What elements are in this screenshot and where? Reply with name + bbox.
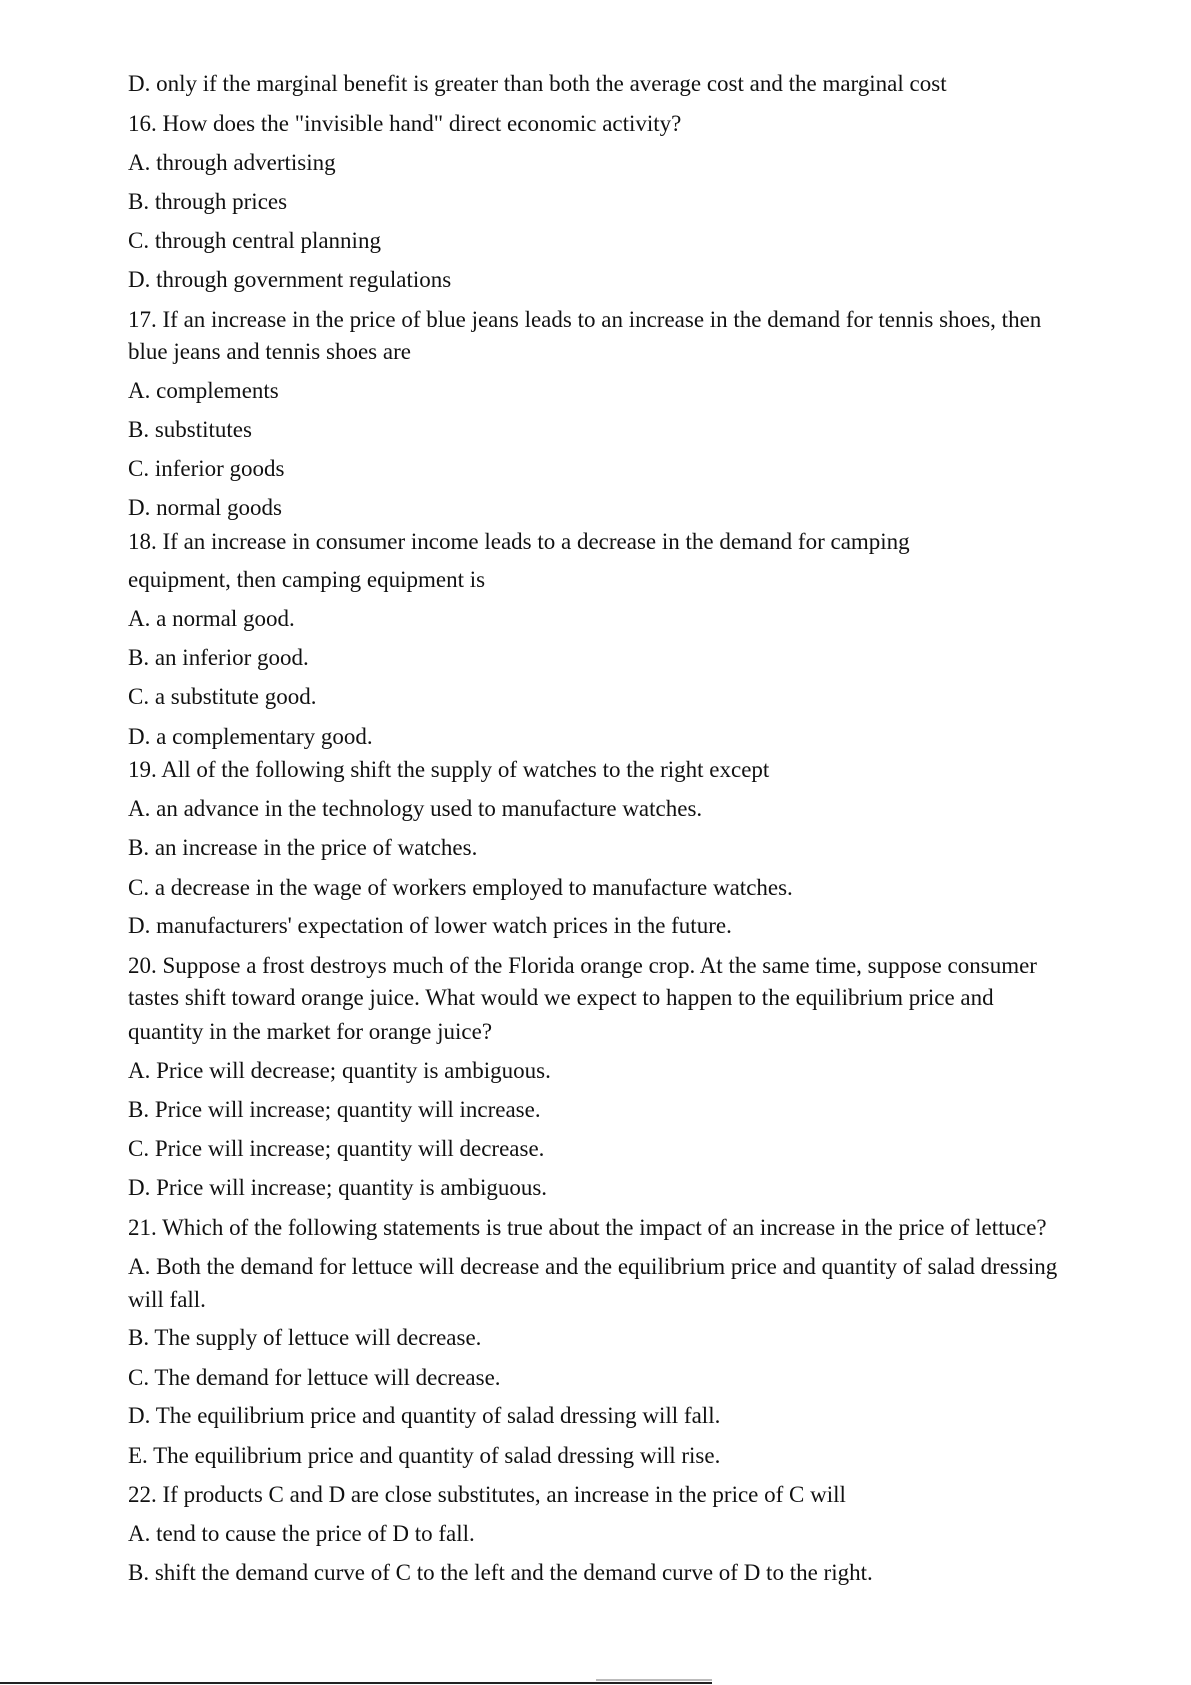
option-line: D. normal goods [128, 495, 282, 520]
option-line: E. The equilibrium price and quantity of salad dressing will rise. [128, 1443, 721, 1468]
option-line: C. a substitute good. [128, 684, 317, 709]
option-line: D. a complementary good. [128, 724, 373, 749]
text-line: D. only if the marginal benefit is greater than both the average cost and the marginal cost [128, 71, 947, 96]
option-line: C. inferior goods [128, 456, 285, 481]
option-line: B. substitutes [128, 417, 252, 442]
option-line: A. an advance in the technology used to manufacture watches. [128, 796, 703, 821]
option-line: A. Both the demand for lettuce will decrease and the equilibrium price and quantity of salad dressing [128, 1254, 1058, 1279]
question-20-cont: tastes shift toward orange juice. What would we expect to happen to the equilibrium price and [128, 985, 994, 1010]
question-20-cont: quantity in the market for orange juice? [128, 1019, 493, 1044]
question-19: 19. All of the following shift the supply of watches to the right except [128, 757, 770, 782]
question-16: 16. How does the "invisible hand" direct economic activity? [128, 111, 682, 136]
option-line: D. The equilibrium price and quantity of salad dressing will fall. [128, 1403, 721, 1428]
option-line: C. Price will increase; quantity will decrease. [128, 1136, 545, 1161]
option-line: B. through prices [128, 189, 288, 214]
option-line: B. an inferior good. [128, 645, 309, 670]
question-17-cont: blue jeans and tennis shoes are [128, 339, 411, 364]
option-line: B. an increase in the price of watches. [128, 835, 478, 860]
footer-rule [0, 1682, 712, 1684]
option-line-cont: will fall. [128, 1287, 206, 1312]
option-line: A. tend to cause the price of D to fall. [128, 1521, 475, 1546]
option-line: C. a decrease in the wage of workers employed to manufacture watches. [128, 875, 793, 900]
question-18: 18. If an increase in consumer income leads to a decrease in the demand for camping [128, 529, 910, 554]
option-line: A. through advertising [128, 150, 336, 175]
option-line: D. Price will increase; quantity is ambiguous. [128, 1175, 548, 1200]
option-line: C. through central planning [128, 228, 381, 253]
option-line: A. Price will decrease; quantity is ambiguous. [128, 1058, 551, 1083]
option-line: D. manufacturers' expectation of lower watch prices in the future. [128, 913, 732, 938]
option-line: C. The demand for lettuce will decrease. [128, 1365, 501, 1390]
option-line: B. The supply of lettuce will decrease. [128, 1325, 482, 1350]
option-line: D. through government regulations [128, 267, 452, 292]
option-line: B. Price will increase; quantity will increase. [128, 1097, 541, 1122]
option-line: B. shift the demand curve of C to the left and the demand curve of D to the right. [128, 1560, 873, 1585]
question-18-cont: equipment, then camping equipment is [128, 567, 486, 592]
option-line: A. complements [128, 378, 279, 403]
option-line: A. a normal good. [128, 606, 295, 631]
footer-faint-rule [596, 1679, 712, 1681]
question-22: 22. If products C and D are close substitutes, an increase in the price of C will [128, 1482, 846, 1507]
question-21: 21. Which of the following statements is true about the impact of an increase in the price of lettuce? [128, 1215, 1047, 1240]
question-20: 20. Suppose a frost destroys much of the Florida orange crop. At the same time, suppose consumer [128, 953, 1037, 978]
question-17: 17. If an increase in the price of blue jeans leads to an increase in the demand for tennis shoes, then [128, 307, 1042, 332]
